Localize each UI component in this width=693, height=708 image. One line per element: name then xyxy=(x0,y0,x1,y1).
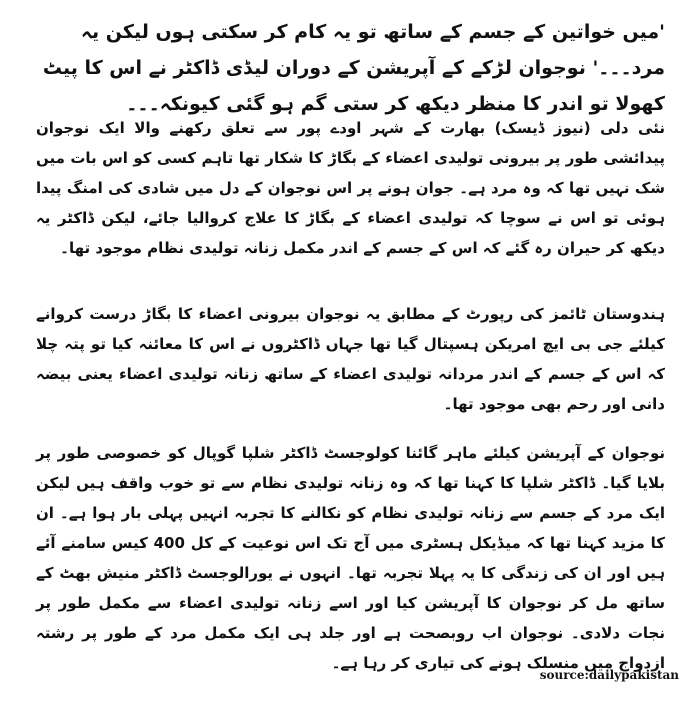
article-paragraph-1: نئی دلی (نیوز ڈیسک) بھارت کے شہر اودے پور سے تعلق رکھنے والا ایک نوجوان پیدائشی طور پر بیرونی تولیدی اعضاء کے بگاڑ کا شکار تھا تاہم کسی کو اس بات میں شک نہیں تھا کہ وہ مرد ہے۔ جوان ہونے پر اس نوجوان کے دل میں شادی کی امنگ پیدا ہوئی تو اس نے سوچا کہ تولیدی اعضاء کے بگاڑ کا علاج کروالیا جائے، لیکن ڈاکٹر یہ دیکھ کر حیران رہ گئے کہ اس کے جسم کے اندر مکمل زنانہ تولیدی نظام موجود تھا۔ xyxy=(36,119,665,257)
article-headline: 'میں خواتین کے جسم کے ساتھ تو یہ کام کر سکتی ہوں لیکن یہ مرد۔۔۔' نوجوان لڑکے کے آپریشن کے دوران لیڈی ڈاکٹر نے اس کا پیٹ کھولا تو اندر کا منظر دیکھ کر ستی گم ہو گئی کیونکہ۔۔۔ xyxy=(42,21,665,115)
source-credit: source:dailypakistan xyxy=(539,668,679,682)
article-paragraph-3: نوجوان کے آپریشن کیلئے ماہر گائنا کولوجسٹ ڈاکٹر شلپا گوپال کو خصوصی طور پر بلایا گیا۔ ڈاکٹر شلپا کا کہنا تھا کہ وہ زنانہ تولیدی نظام سے تو خوب واقف ہیں لیکن ایک مرد کے جسم سے زنانہ تولیدی نظام کو نکالنے کا تجربہ انہیں پہلی بار ہوا ہے۔ ان کا مزید کہنا تھا کہ میڈیکل ہسٹری میں آج تک اس نوعیت کے کل 400 کیس سامنے آئے ہیں اور ان کی زندگی کا یہ پہلا تجربہ تھا۔ انہوں نے یورالوجسٹ ڈاکٹر منیش بھٹ کے ساتھ مل کر نوجوان کا آپریشن کیا اور اسے زنانہ تولیدی اعضاء سے مکمل طور پر نجات دلادی۔ نوجوان اب روبصحت ہے اور جلد ہی ایک مکمل مرد کے طور پر رشتہ ازدواج میں منسلک ہونے کی تیاری کر رہا ہے۔ xyxy=(36,444,665,672)
article-paragraph-2: ہندوستان ٹائمز کی رپورٹ کے مطابق یہ نوجوان بیرونی اعضاء کا بگاڑ درست کروانے کیلئے جی بی ایچ امریکن ہسپتال گیا تھا جہاں ڈاکٹروں نے اس کا معائنہ کیا تو پتہ چلا کہ اس کے جسم کے اندر مردانہ تولیدی اعضاء کے ساتھ زنانہ تولیدی اعضاء یعنی بیضہ دانی اور رحم بھی موجود تھا۔ xyxy=(36,305,665,413)
